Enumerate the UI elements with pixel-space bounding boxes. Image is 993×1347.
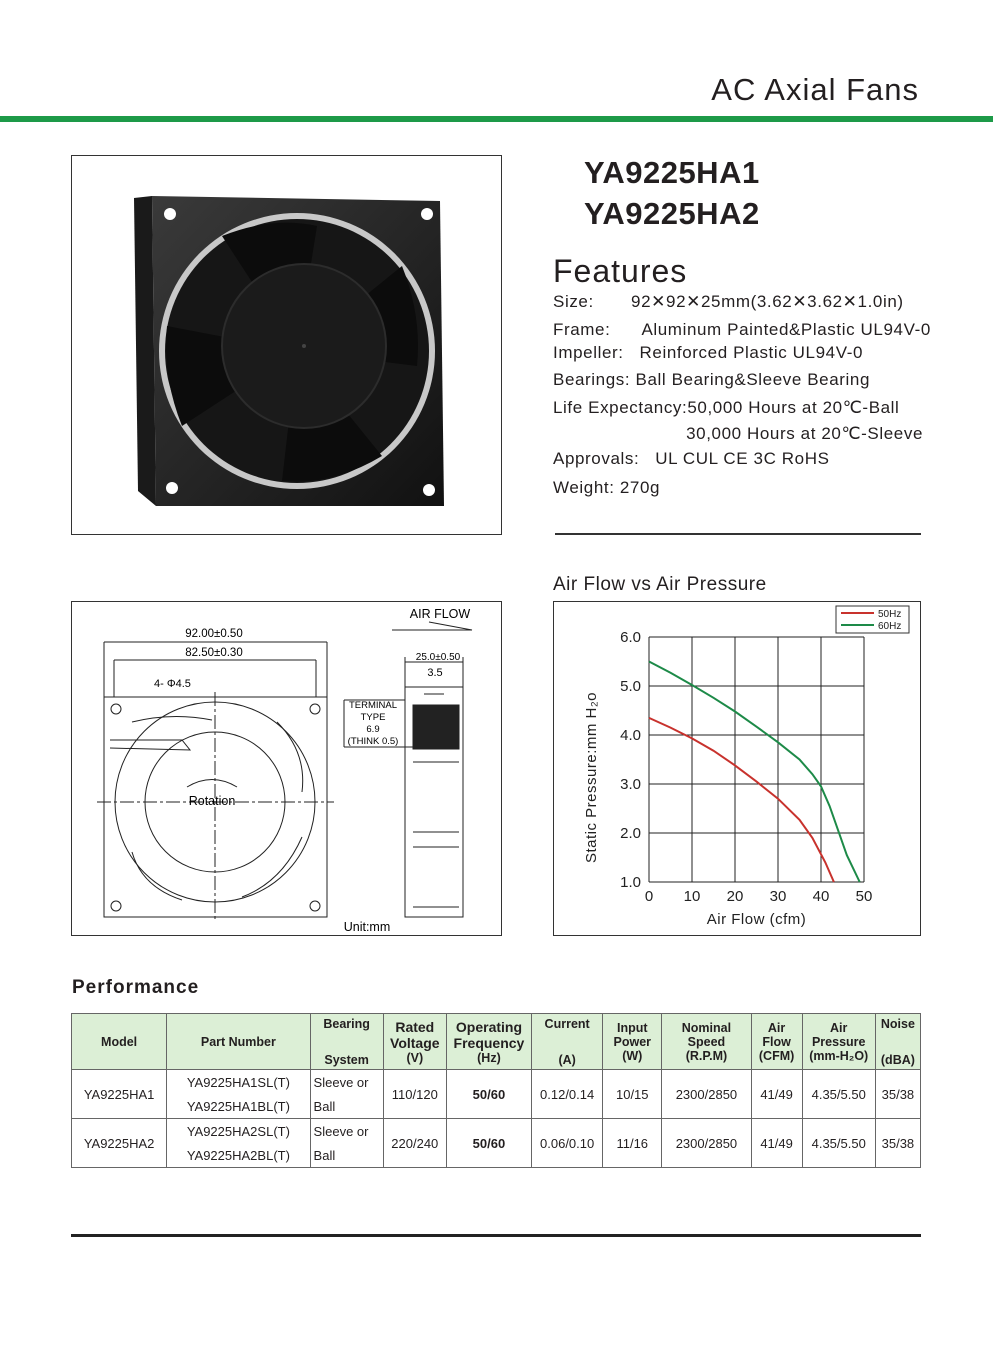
model-name: YA9225HA1 xyxy=(584,155,760,190)
feature-life: Life Expectancy:50,000 Hours at 20℃-Ball xyxy=(553,398,900,417)
cell-power: 10/15 xyxy=(603,1070,662,1119)
col-header-line: (V) xyxy=(406,1050,424,1065)
x-tick-label: 0 xyxy=(644,888,654,905)
cell-frequency: 50/60 xyxy=(446,1070,531,1119)
dim-depth: 25.0±0.50 xyxy=(415,652,461,663)
table-row xyxy=(72,1070,921,1095)
feature-life-sleeve: 30,000 Hours at 20℃-Sleeve xyxy=(553,424,924,443)
cell-bearing: Sleeve or xyxy=(310,1070,383,1095)
cell-voltage: 220/240 xyxy=(383,1119,446,1168)
col-header xyxy=(603,1014,662,1070)
chart-frame xyxy=(553,601,921,936)
col-header xyxy=(532,1014,603,1070)
col-header: Part Number xyxy=(167,1014,310,1070)
dim-flange: 3.5 xyxy=(427,667,443,679)
cell-frequency: 50/60 xyxy=(446,1119,531,1168)
divider xyxy=(555,533,921,535)
col-header xyxy=(802,1014,875,1070)
table-row xyxy=(72,1119,921,1144)
cell-pressure: 4.35/5.50 xyxy=(802,1119,875,1168)
col-header-line: Input xyxy=(616,1020,648,1035)
header-rule xyxy=(0,116,993,122)
cell-part: YA9225HA1BL(T) xyxy=(167,1094,310,1119)
col-header-line: Flow xyxy=(762,1034,791,1049)
cell-bearing: Ball xyxy=(310,1143,383,1168)
cell-speed: 2300/2850 xyxy=(662,1070,751,1119)
col-header-line: Air xyxy=(830,1020,848,1035)
col-header-line: Operating xyxy=(455,1018,523,1035)
col-header xyxy=(310,1014,383,1070)
product-photo-frame xyxy=(71,155,502,535)
feature-bearings: Bearings: Ball Bearing&Sleeve Bearing xyxy=(553,370,871,389)
series-line xyxy=(649,662,860,883)
cell-flow: 41/49 xyxy=(751,1119,802,1168)
feature-approvals: Approvals: UL CUL CE 3C RoHS xyxy=(553,449,830,468)
dimension-drawing xyxy=(71,601,502,936)
col-header-line: (dBA) xyxy=(880,1052,915,1067)
chart-title: Air Flow vs Air Pressure xyxy=(553,574,767,595)
cell-pressure: 4.35/5.50 xyxy=(802,1070,875,1119)
col-header-line: Bearing xyxy=(323,1016,370,1031)
col-header-line: Rated xyxy=(395,1018,435,1035)
cell-bearing: Ball xyxy=(310,1094,383,1119)
cell-part: YA9225HA2BL(T) xyxy=(167,1143,310,1168)
fan-photo xyxy=(72,156,501,534)
model-name: YA9225HA2 xyxy=(584,196,760,231)
cell-power: 11/16 xyxy=(603,1119,662,1168)
col-header-line: (W) xyxy=(622,1048,643,1063)
dim-holes-dia: 4- Φ4.5 xyxy=(154,678,191,690)
col-header-line: (CFM) xyxy=(758,1048,795,1063)
cell-flow: 41/49 xyxy=(751,1070,802,1119)
dim-holes: 82.50±0.30 xyxy=(185,647,243,659)
col-header xyxy=(446,1014,531,1070)
x-tick-label: 50 xyxy=(855,888,873,905)
cell-speed: 2300/2850 xyxy=(662,1119,751,1168)
col-header-line: (R.P.M) xyxy=(685,1048,728,1063)
cell-noise: 35/38 xyxy=(875,1070,920,1119)
cell-part: YA9225HA2SL(T) xyxy=(167,1119,310,1144)
page-title: AC Axial Fans xyxy=(711,72,919,107)
terminal-label: TYPE xyxy=(360,712,386,723)
col-header-line: Pressure xyxy=(811,1034,866,1049)
series-line xyxy=(649,718,834,882)
legend-label: 50Hz xyxy=(878,609,902,620)
feature-frame: Frame: Aluminum Painted&Plastic UL94V-0 xyxy=(553,320,931,339)
y-tick-label: 4.0 xyxy=(620,727,641,744)
terminal-label: 6.9 xyxy=(366,724,380,735)
cell-current: 0.12/0.14 xyxy=(532,1070,603,1119)
col-header: Model xyxy=(72,1014,167,1070)
y-axis-label: Static Pressure:mm H₂o xyxy=(583,691,600,864)
footer-rule xyxy=(71,1234,921,1237)
cell-part: YA9225HA1SL(T) xyxy=(167,1070,310,1095)
performance-table xyxy=(71,1013,921,1168)
cell-model: YA9225HA2 xyxy=(72,1119,167,1168)
x-tick-label: 10 xyxy=(683,888,701,905)
col-header-line: Power xyxy=(613,1034,652,1049)
cell-current: 0.06/0.10 xyxy=(532,1119,603,1168)
col-header-line: Voltage xyxy=(390,1034,440,1051)
col-header-line: System xyxy=(324,1052,369,1067)
terminal-label: (THINK 0.5) xyxy=(347,736,399,747)
y-tick-label: 5.0 xyxy=(620,678,641,695)
cell-bearing: Sleeve or xyxy=(310,1119,383,1144)
cell-noise: 35/38 xyxy=(875,1119,920,1168)
col-header xyxy=(875,1014,920,1070)
performance-title: Performance xyxy=(72,977,200,998)
col-header-line: (Hz) xyxy=(477,1050,501,1065)
col-header-line: Noise xyxy=(880,1016,915,1031)
terminal-label: TERMINAL xyxy=(348,700,398,711)
col-header xyxy=(662,1014,751,1070)
col-header-line: Current xyxy=(544,1016,590,1031)
y-tick-label: 6.0 xyxy=(620,629,641,646)
col-header-line: (mm-H₂O) xyxy=(809,1048,869,1063)
feature-impeller: Impeller: Reinforced Plastic UL94V-0 xyxy=(553,343,864,362)
feature-size: Size: 92✕92✕25mm(3.62✕3.62✕1.0in) xyxy=(553,292,904,311)
col-header-line: Air xyxy=(767,1020,786,1035)
y-tick-label: 1.0 xyxy=(620,874,641,891)
feature-weight: Weight: 270g xyxy=(553,478,661,497)
features-title: Features xyxy=(553,253,688,289)
x-tick-label: 40 xyxy=(812,888,830,905)
col-header-line: Nominal xyxy=(681,1020,732,1035)
cell-model: YA9225HA1 xyxy=(72,1070,167,1119)
col-header-line: Frequency xyxy=(453,1034,525,1051)
col-header-line: (A) xyxy=(558,1052,576,1067)
x-tick-label: 30 xyxy=(769,888,787,905)
col-header-line: Speed xyxy=(687,1034,726,1049)
pressure-chart xyxy=(554,602,920,935)
air-flow-label: AIR FLOW xyxy=(409,607,471,621)
y-tick-label: 2.0 xyxy=(620,825,641,842)
unit-label: Unit:mm xyxy=(343,920,391,934)
col-header xyxy=(751,1014,802,1070)
dim-overall: 92.00±0.50 xyxy=(185,628,243,640)
rotation-label: Rotation xyxy=(188,794,236,808)
col-header xyxy=(383,1014,446,1070)
y-tick-label: 3.0 xyxy=(620,776,641,793)
cell-voltage: 110/120 xyxy=(383,1070,446,1119)
x-axis-label: Air Flow (cfm) xyxy=(706,911,807,928)
legend-label: 60Hz xyxy=(878,621,902,632)
x-tick-label: 20 xyxy=(726,888,744,905)
